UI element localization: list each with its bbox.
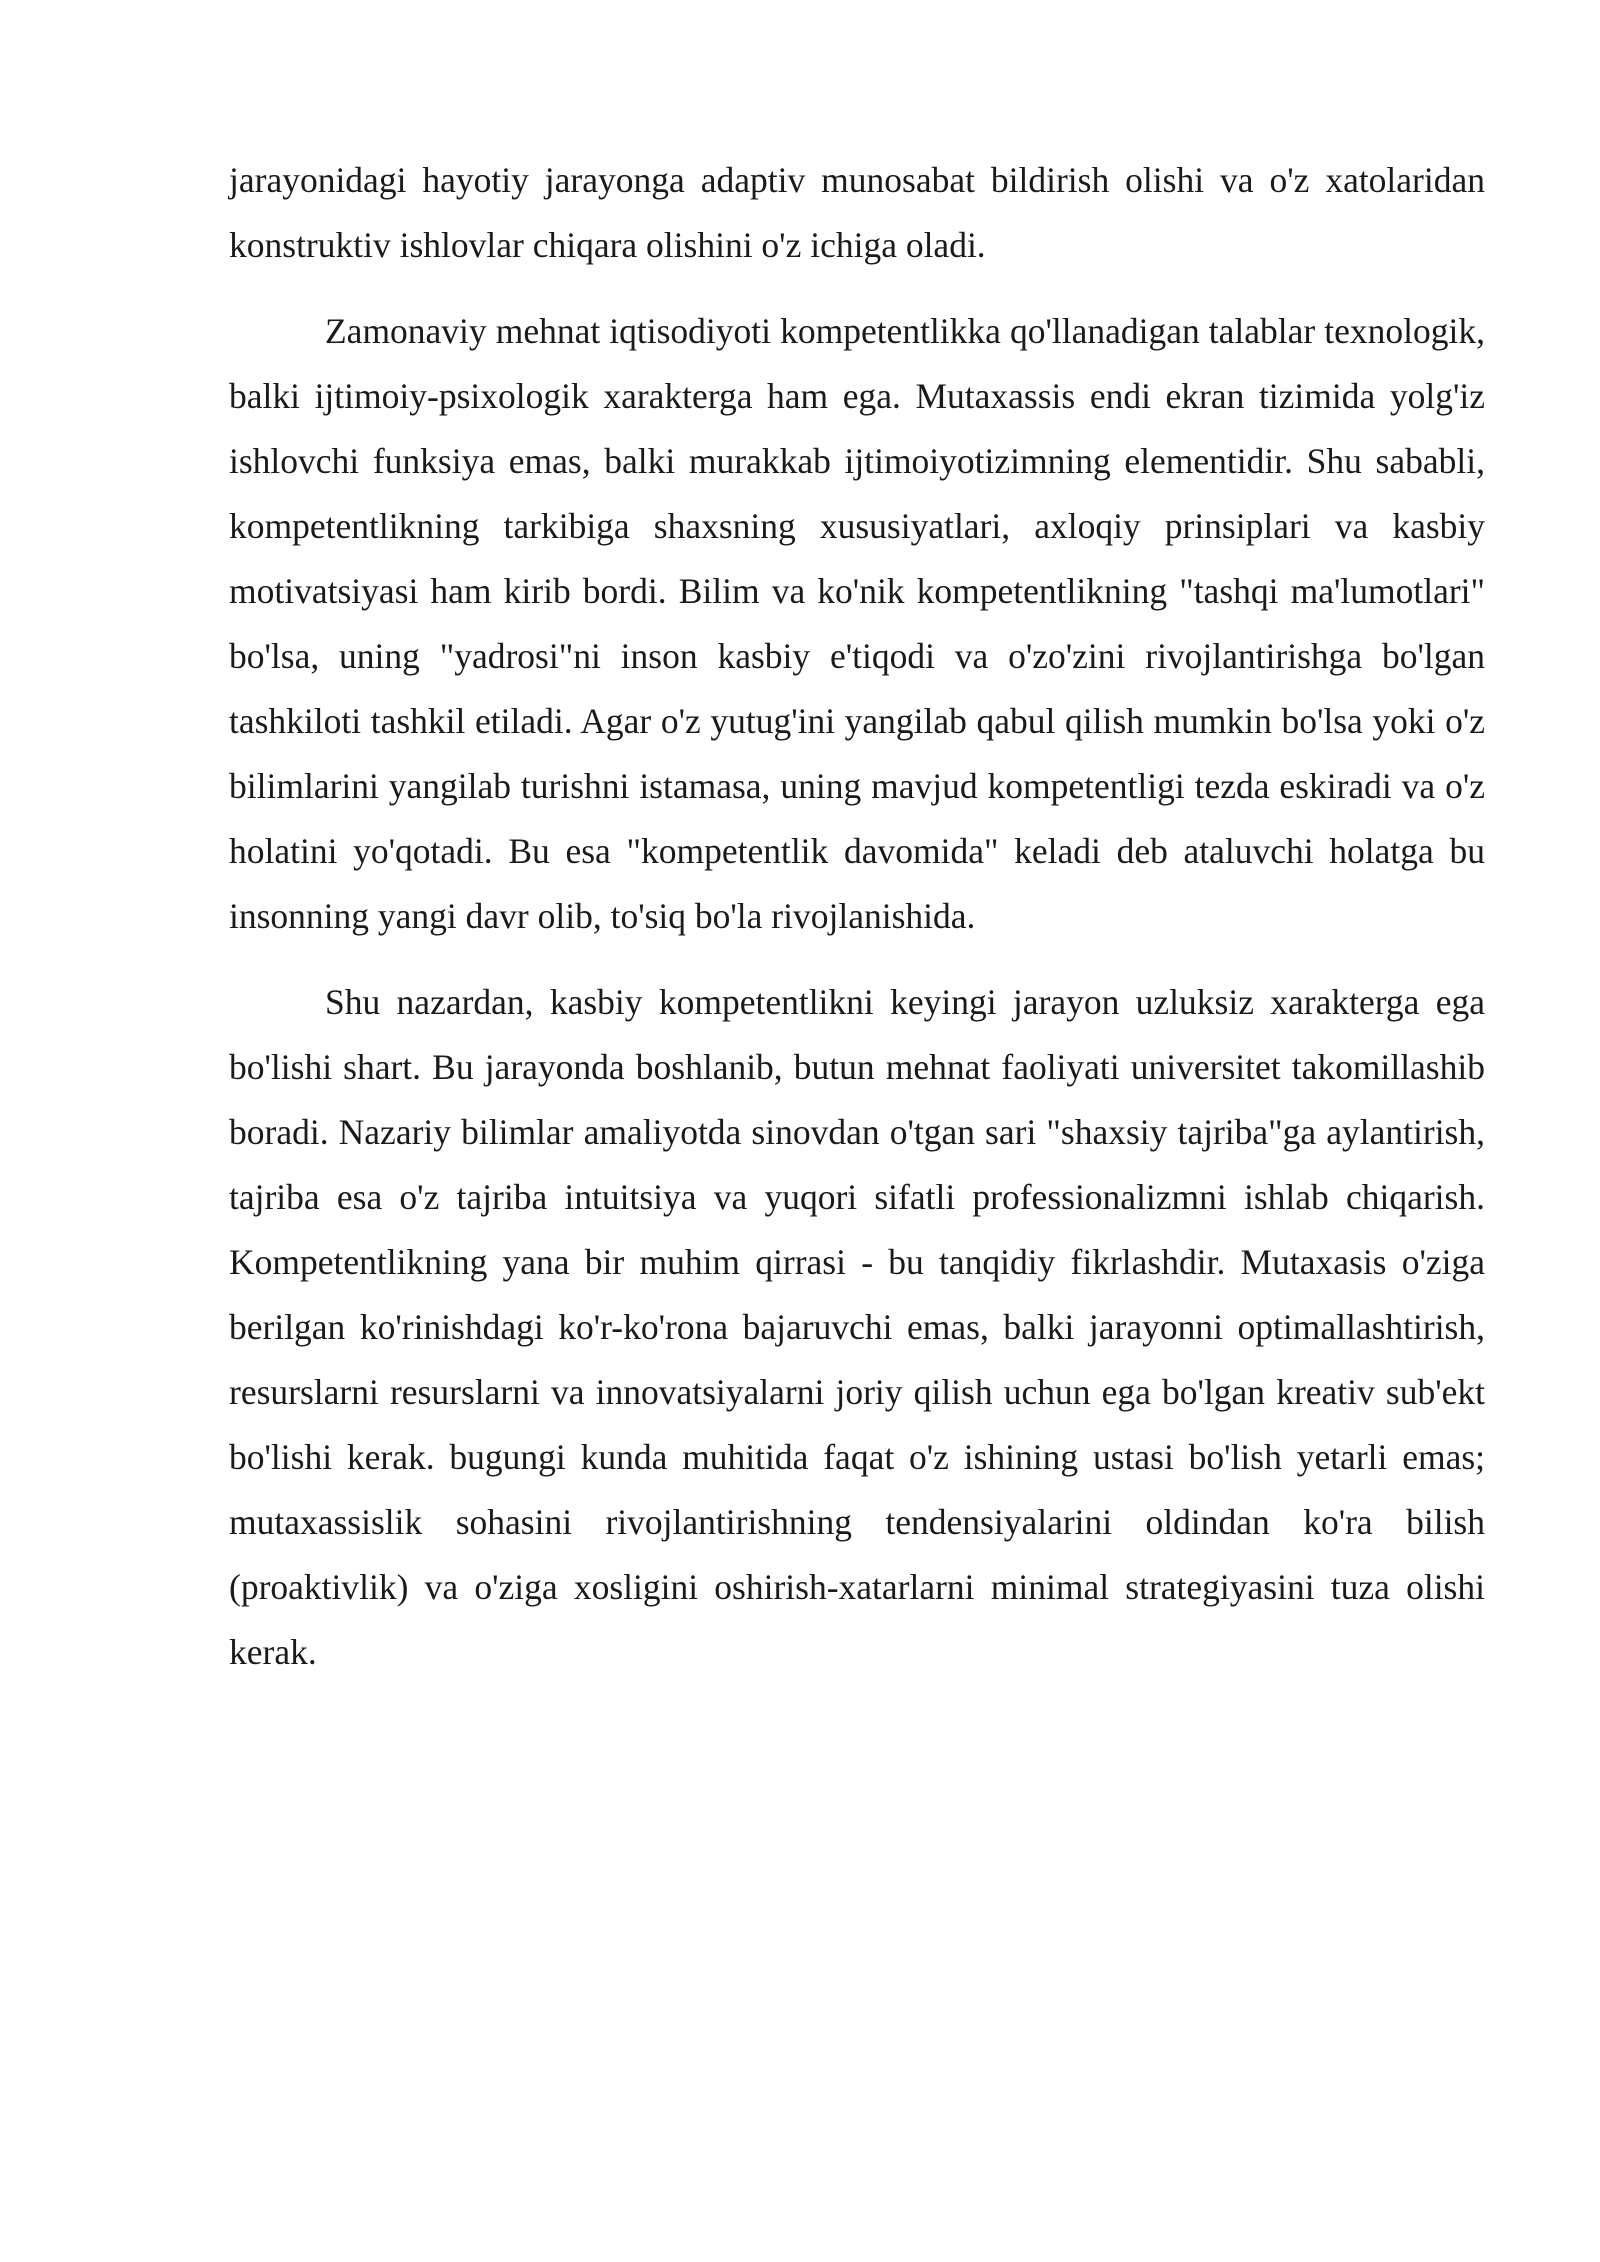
paragraph-competence-requirements: Zamonaviy mehnat iqtisodiyoti kompetentlikka qo'llanadigan talablar texnologik, balki ijtimoiy-psixologik xarakterga ham ega. Mutaxassis endi ekran tizimida yolg'iz ishlovchi funksiya emas, balki murakkab ijtimoiyotizimning elementidir. Shu sababli, kompetentlikning tarkibiga shaxsning xususiyatlari, axloqiy prinsiplari va kasbiy motivatsiyasi ham kirib bordi. Bilim va ko'nik kompetentlikning "tashqi ma'lumotlari" bo'lsa, uning "yadrosi"ni inson kasbiy e'tiqodi va o'zo'zini rivojlantirishga bo'lgan tashkiloti tashkil etiladi. Agar o'z yutug'ini yangilab qabul qilish mumkin bo'lsa yoki o'z bilimlarini yangilab turishni istamasa, uning mavjud kompetentligi tezda eskiradi va o'z holatini yo'qotadi. Bu esa "kompetentlik davomida" keladi deb ataluvchi holatga bu insonning yangi davr olib, to'siq bo'la rivojlanishida.	[229, 311, 1485, 936]
paragraph-continuation: jarayonidagi hayotiy jarayonga adaptiv munosabat bildirish olishi va o'z xatolaridan konstruktiv ishlovlar chiqara olishini o'z ichiga oladi.	[229, 160, 1485, 265]
document-page	[229, 148, 1485, 1706]
paragraph-continuous-development: Shu nazardan, kasbiy kompetentlikni keyingi jarayon uzluksiz xarakterga ega bo'lishi shart. Bu jarayonda boshlanib, butun mehnat faoliyati universitet takomillashib boradi. Nazariy bilimlar amaliyotda sinovdan o'tgan sari "shaxsiy tajriba"ga aylantirish, tajriba esa o'z tajriba intuitsiya va yuqori sifatli professionalizmni ishlab chiqarish. Kompetentlikning yana bir muhim qirrasi - bu tanqidiy fikrlashdir. Mutaxasis o'ziga berilgan ko'rinishdagi ko'r-ko'rona bajaruvchi emas, balki jarayonni optimallashtirish, resurslarni resurslarni va innovatsiyalarni joriy qilish uchun ega bo'lgan kreativ sub'ekt bo'lishi kerak. bugungi kunda muhitida faqat o'z ishining ustasi bo'lish yetarli emas; mutaxassislik sohasini rivojlantirishning tendensiyalarini oldindan ko'ra bilish (proaktivlik) va o'ziga xosligini oshirish-xatarlarni minimal strategiyasini tuza olishi kerak.	[229, 982, 1485, 1672]
